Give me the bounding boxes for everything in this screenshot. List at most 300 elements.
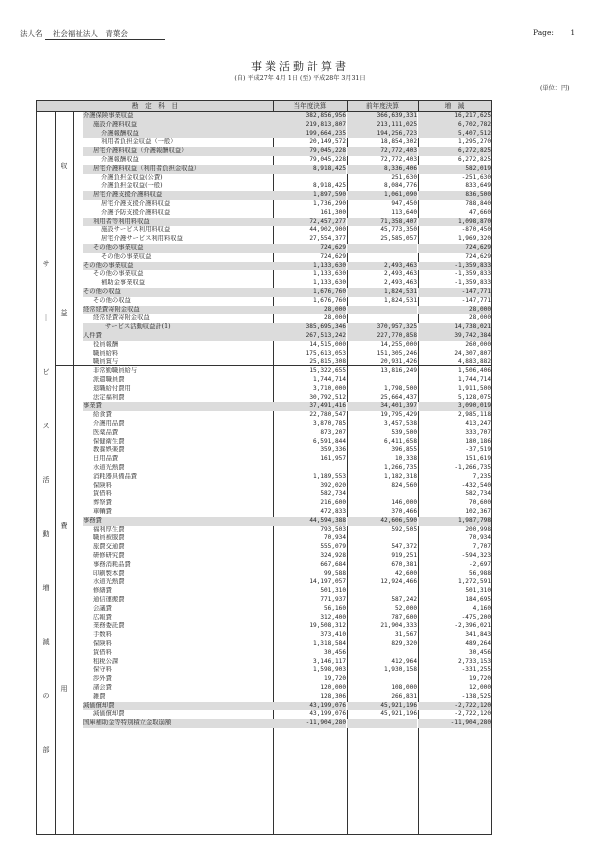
col-header-previous: 前年度決算 [347, 101, 418, 111]
table-row [37, 570, 491, 579]
row-account-name: 雑費 [93, 692, 106, 700]
row-diff-value: 6,272,825 [418, 147, 491, 156]
row-previous-value: 42,600 [394, 569, 417, 577]
row-current-value: 312,400 [320, 613, 346, 621]
row-current-value: 1,133,630 [273, 262, 346, 271]
row-account-name: 居宅介護支援介護料収益 [101, 200, 171, 207]
row-diff-value: 14,738,021 [418, 323, 491, 332]
row-current-value: 501,310 [320, 587, 346, 595]
table-row [37, 376, 491, 385]
row-current-value: 79,045,228 [309, 156, 346, 163]
corporation-header [20, 28, 165, 40]
row-account-name: 介護用品費 [93, 420, 125, 427]
corp-label: 法人名 [20, 29, 43, 38]
row-diff-value: 582,734 [465, 490, 491, 498]
table-row [37, 429, 491, 438]
row-account-name: 会議費 [93, 604, 112, 612]
row-diff-value: 30,456 [468, 648, 491, 656]
vertical-label-char: の [42, 692, 50, 700]
row-previous-value: 52,000 [394, 604, 417, 612]
row-account-name: サービス活動収益計(1) [83, 323, 273, 332]
row-diff-value: 39,742,384 [418, 332, 491, 341]
table-row [37, 552, 491, 561]
row-account-name: 保険料 [93, 481, 112, 489]
row-current-value: 175,613,053 [305, 349, 346, 357]
row-previous-value: 42,606,590 [347, 517, 417, 526]
row-previous-value: 1,930,158 [383, 666, 417, 674]
row-diff-value: -2,396,021 [454, 622, 491, 630]
row-diff-value: 1,272,591 [457, 578, 491, 586]
table-row [37, 209, 491, 218]
row-diff-value: -147,771 [461, 296, 491, 304]
row-diff-value: 28,000 [468, 314, 491, 322]
table-row [37, 631, 491, 640]
row-current-value: 8,918,425 [273, 165, 346, 174]
row-account-name: 修繕費 [93, 587, 112, 595]
row-account-name: 経常経費寄附金収益 [83, 306, 273, 315]
row-current-value: 19,508,312 [309, 622, 346, 630]
table-row [37, 490, 491, 499]
row-account-name: 保健衛生費 [93, 437, 125, 445]
row-diff-value: 489,264 [465, 640, 491, 647]
row-previous-value: 6,411,658 [383, 437, 417, 445]
table-row [37, 622, 491, 631]
row-previous-value: 2,493,463 [347, 262, 417, 271]
row-current-value: 1,744,714 [312, 376, 346, 383]
row-current-value: 30,792,512 [309, 393, 346, 401]
row-current-value: 99,588 [323, 569, 346, 577]
row-current-value: 30,456 [323, 648, 346, 656]
row-account-name: 利用者等利用料収益 [83, 218, 273, 227]
row-previous-value: 14,255,000 [380, 340, 417, 348]
fiscal-period: (自) 平成27年 4月 1日 (至) 平成28年 3月31日 [234, 75, 366, 82]
table-row [37, 438, 491, 447]
row-current-value: 44,594,388 [273, 517, 346, 526]
row-previous-value: 31,567 [394, 631, 417, 639]
row-previous-value: 1,824,531 [347, 288, 417, 297]
row-diff-value: 151,619 [465, 455, 491, 463]
vertical-label-char: 増 [42, 584, 50, 592]
row-previous-value: 34,401,397 [347, 402, 417, 411]
row-account-name: その他の事業収益 [101, 252, 152, 260]
table-row [37, 710, 491, 719]
row-current-value: 79,045,228 [273, 147, 346, 156]
row-diff-value: 413,247 [465, 420, 491, 427]
row-account-name: 減価償却費 [83, 702, 273, 711]
row-previous-value: 251,630 [391, 173, 417, 181]
row-previous-value [347, 490, 417, 499]
row-account-name: 渉外費 [93, 675, 112, 683]
row-current-value: 161,300 [320, 208, 346, 216]
row-current-value: 771,937 [320, 596, 346, 603]
row-previous-value: 13,816,249 [380, 367, 417, 375]
row-account-name: 医薬品費 [93, 428, 119, 436]
row-current-value: 20,149,572 [309, 138, 346, 146]
row-current-value: 385,695,346 [273, 323, 346, 332]
row-account-name: 介護保険事業収益 [83, 112, 273, 121]
table-row [37, 526, 491, 535]
row-account-name: 介護負担金収益(公費) [101, 173, 163, 181]
row-current-value: 14,197,057 [309, 578, 346, 586]
row-account-name: 印刷製本費 [93, 569, 125, 577]
row-previous-value: 113,640 [391, 208, 417, 216]
col-header-current: 当年度決算 [273, 101, 347, 111]
table-row [37, 262, 491, 271]
row-previous-value: 45,773,350 [380, 226, 417, 234]
vertical-label-char: サ [42, 260, 50, 268]
table-row [37, 200, 491, 209]
table-row [37, 350, 491, 359]
row-previous-value: 587,242 [391, 596, 417, 603]
table-row [37, 473, 491, 482]
row-current-value: 3,870,785 [312, 420, 346, 427]
row-current-value: 6,591,844 [312, 437, 346, 445]
row-previous-value: 919,251 [391, 552, 417, 559]
row-previous-value: 20,931,426 [380, 358, 417, 366]
row-account-name: 施設サービス利用料収益 [101, 226, 171, 234]
vertical-label-char: 益 [60, 309, 68, 317]
row-current-value: 1,676,760 [312, 296, 346, 304]
row-previous-value [347, 534, 417, 543]
table-row [37, 543, 491, 552]
table-row [37, 367, 491, 376]
row-current-value: 324,928 [320, 552, 346, 559]
table-row [37, 288, 491, 297]
row-current-value: 44,902,900 [309, 226, 346, 234]
row-previous-value: 370,957,325 [347, 323, 417, 332]
row-account-name: 福利厚生費 [93, 525, 125, 533]
row-account-name: その他の収益 [93, 296, 131, 304]
row-previous-value: 947,450 [391, 200, 417, 207]
row-current-value: 724,629 [320, 252, 346, 260]
table-row [37, 402, 491, 411]
row-diff-value: -2,697 [468, 560, 491, 568]
row-previous-value: 18,854,302 [380, 138, 417, 146]
row-previous-value [347, 306, 417, 315]
row-current-value: 27,554,377 [309, 235, 346, 243]
row-account-name: 手数料 [93, 631, 112, 639]
table-row [37, 332, 491, 341]
row-diff-value: 1,969,320 [457, 235, 491, 243]
row-diff-value: 184,695 [465, 596, 491, 603]
row-diff-value: -331,255 [461, 666, 491, 674]
row-current-value: 1,676,760 [273, 288, 346, 297]
table-row [37, 147, 491, 156]
row-current-value: 267,513,242 [273, 332, 346, 341]
corp-name: 社会福祉法人 青葉会 [45, 28, 165, 40]
table-row [37, 605, 491, 614]
row-diff-value: -251,630 [461, 173, 491, 181]
row-diff-value: -1,359,833 [418, 262, 491, 271]
row-account-name: 事務消耗品費 [93, 560, 131, 568]
table-row [37, 253, 491, 262]
row-diff-value: -475,200 [461, 613, 491, 621]
table-row [37, 640, 491, 649]
row-account-name: 法定福利費 [93, 393, 125, 401]
row-previous-value: 72,772,403 [380, 156, 417, 163]
row-account-name: 減価償却費 [93, 710, 125, 718]
row-current-value: 56,160 [323, 604, 346, 612]
table-row [37, 464, 491, 473]
row-diff-value: 16,217,625 [418, 112, 491, 121]
row-diff-value: -594,323 [461, 552, 491, 559]
row-current-value: 3,146,117 [312, 657, 346, 665]
table-row [37, 138, 491, 147]
row-current-value: 724,629 [273, 244, 346, 253]
row-diff-value: 4,160 [472, 604, 491, 612]
table-row [37, 226, 491, 235]
row-diff-value: 1,295,270 [457, 138, 491, 146]
row-current-value: 28,000 [273, 306, 346, 315]
row-diff-value: 1,987,798 [418, 517, 491, 526]
row-current-value: 392,020 [320, 481, 346, 489]
row-account-name: 介護報酬収益 [83, 130, 273, 139]
row-current-value: 128,306 [320, 692, 346, 700]
row-current-value: 28,000 [323, 314, 346, 322]
row-current-value: 43,199,076 [309, 710, 346, 718]
row-diff-value: 333,707 [465, 428, 491, 436]
row-account-name: 教養娯楽費 [93, 446, 125, 454]
table-row [37, 411, 491, 420]
vertical-label-char: ス [42, 422, 50, 430]
table-row [37, 596, 491, 605]
row-previous-value: 8,084,776 [383, 182, 417, 190]
vertical-label-char: 動 [42, 530, 50, 538]
table-row [37, 614, 491, 623]
row-previous-value: 45,921,196 [380, 710, 417, 718]
table-row [37, 675, 491, 684]
row-diff-value: 724,629 [465, 252, 491, 260]
table-row [37, 719, 491, 728]
row-account-name: 水道光熱費 [93, 578, 125, 586]
table-row [37, 684, 491, 693]
row-account-name: 施設介護料収益 [83, 121, 273, 130]
row-diff-value: 833,649 [465, 182, 491, 190]
row-account-name: 役員報酬 [93, 340, 119, 348]
row-previous-value: 787,600 [391, 613, 417, 621]
row-account-name: 賃借料 [93, 490, 112, 498]
row-previous-value [347, 314, 417, 323]
row-current-value [273, 174, 346, 183]
row-diff-value: -432,540 [461, 481, 491, 489]
row-previous-value: 547,372 [391, 543, 417, 551]
vertical-label-char: 費 [60, 522, 68, 530]
row-diff-value: 19,720 [468, 675, 491, 683]
row-account-name: 日用品費 [93, 455, 119, 463]
row-current-value: 793,503 [320, 525, 346, 533]
row-diff-value: -1,359,833 [454, 270, 491, 278]
row-current-value: 120,000 [320, 684, 346, 691]
statement-table [36, 100, 492, 835]
row-diff-value: 24,307,807 [454, 349, 491, 357]
row-account-name: 居宅介護料収益（介護報酬収益） [83, 147, 273, 156]
vertical-label-char: 活 [42, 476, 50, 484]
row-previous-value: 366,639,331 [347, 112, 417, 121]
table-row [37, 587, 491, 596]
row-previous-value: 266,831 [391, 692, 417, 700]
row-diff-value: -147,771 [418, 288, 491, 297]
row-current-value: 199,664,235 [273, 130, 346, 139]
table-row [37, 244, 491, 253]
table-row [37, 130, 491, 139]
row-diff-value: 47,660 [468, 208, 491, 216]
table-row [37, 666, 491, 675]
row-account-name: 通信運搬費 [93, 596, 125, 603]
row-account-name: 居宅介護料収益（利用者負担金収益） [83, 165, 273, 174]
row-current-value: 359,336 [320, 446, 346, 454]
row-account-name: 事務費 [83, 517, 273, 526]
document-title: 事業活動計算書 [251, 60, 349, 73]
table-row [37, 191, 491, 200]
row-account-name: 車輌費 [93, 508, 112, 515]
row-diff-value: 5,407,512 [418, 130, 491, 139]
unit-note: (単位：円) [540, 85, 570, 92]
row-diff-value: 70,934 [468, 534, 491, 542]
row-diff-value: 3,090,019 [418, 402, 491, 411]
table-row [37, 174, 491, 183]
row-account-name: 賃借料 [93, 648, 112, 656]
row-account-name: 旅費交通費 [93, 543, 125, 551]
row-current-value: 70,934 [323, 534, 346, 542]
row-account-name: 派遣職員費 [93, 376, 125, 383]
row-previous-value: 151,305,246 [376, 349, 417, 357]
row-previous-value: 1,061,090 [347, 191, 417, 200]
row-diff-value: -2,722,120 [454, 710, 491, 718]
table-row [37, 534, 491, 543]
vertical-label-char: 収 [60, 162, 68, 170]
row-account-name: 職員給料 [93, 349, 119, 357]
table-row [37, 270, 491, 279]
row-account-name: 非常勤職員給与 [93, 367, 138, 375]
row-account-name: 職員被服費 [93, 534, 125, 542]
table-row [37, 446, 491, 455]
row-previous-value: 1,798,500 [383, 384, 417, 392]
row-previous-value [347, 587, 417, 596]
row-previous-value: 10,338 [394, 455, 417, 463]
table-row [37, 306, 491, 315]
table-row [37, 182, 491, 191]
table-row [37, 112, 491, 121]
row-diff-value: 28,000 [418, 306, 491, 315]
row-previous-value: 194,256,723 [347, 130, 417, 139]
row-account-name: 国庫補助金等特別積立金取崩額 [83, 719, 273, 728]
row-previous-value: 2,493,463 [383, 270, 417, 278]
row-diff-value: 341,843 [465, 631, 491, 639]
row-account-name: 水道光熱費 [93, 464, 125, 471]
row-current-value: 22,780,547 [309, 411, 346, 419]
row-diff-value: 501,310 [465, 587, 491, 595]
row-account-name: 諸会費 [93, 684, 112, 691]
table-row [37, 297, 491, 306]
vertical-label-char: ビ [42, 368, 50, 376]
row-previous-value: 21,904,333 [380, 622, 417, 630]
row-account-name: 補助金事業収益 [101, 279, 146, 287]
table-row [37, 482, 491, 491]
table-row [37, 499, 491, 508]
table-row [37, 218, 491, 227]
col-header-diff: 増 減 [418, 101, 491, 111]
table-row [37, 341, 491, 350]
row-previous-value: 45,921,196 [347, 702, 417, 711]
row-diff-value: -37,519 [465, 446, 491, 454]
row-account-name: その他の収益 [83, 288, 273, 297]
row-previous-value: 1,182,318 [383, 472, 417, 480]
row-account-name: 介護負担金収益(一般) [101, 182, 163, 190]
row-current-value: 219,813,807 [273, 121, 346, 130]
row-previous-value: 539,500 [391, 428, 417, 436]
row-previous-value: 412,964 [391, 657, 417, 665]
row-current-value: 667,684 [320, 560, 346, 568]
row-account-name: 退職給付費用 [93, 384, 131, 392]
row-current-value: 1,897,590 [273, 191, 346, 200]
row-account-name: 研修研究費 [93, 552, 125, 559]
row-previous-value: 108,000 [391, 684, 417, 691]
row-diff-value: -1,266,735 [454, 464, 491, 471]
row-current-value: 216,600 [320, 499, 346, 507]
table-row [37, 394, 491, 403]
row-previous-value: 71,358,407 [347, 218, 417, 227]
row-diff-value: 2,733,153 [457, 657, 491, 665]
table-row [37, 578, 491, 587]
row-account-name: 租税公課 [93, 657, 119, 665]
row-diff-value: -1,359,833 [454, 279, 491, 287]
row-diff-value: 2,985,118 [457, 411, 491, 419]
row-diff-value: 200,998 [465, 525, 491, 533]
row-previous-value: 829,320 [391, 640, 417, 647]
vertical-label-char: 用 [60, 685, 68, 693]
row-current-value: 873,207 [320, 428, 346, 436]
row-current-value: 555,079 [320, 543, 346, 551]
row-current-value: 1,189,553 [312, 472, 346, 480]
row-current-value: 37,491,416 [273, 402, 346, 411]
row-account-name: その他の事業収益 [83, 244, 273, 253]
row-previous-value: 213,111,025 [347, 121, 417, 130]
table-row [37, 649, 491, 658]
row-previous-value [347, 376, 417, 385]
page-label: Page: [533, 28, 554, 37]
row-diff-value: 7,707 [472, 543, 491, 551]
row-account-name: 職員賞与 [93, 358, 119, 366]
table-row [37, 358, 491, 367]
row-previous-value: 12,924,466 [380, 578, 417, 586]
row-account-name: 広報費 [93, 613, 112, 621]
page-number: 1 [570, 28, 576, 37]
row-current-value: 382,856,956 [273, 112, 346, 121]
table-row [37, 702, 491, 711]
table-row [37, 385, 491, 394]
row-previous-value: 8,336,406 [347, 165, 417, 174]
row-current-value: 161,957 [320, 455, 346, 463]
row-diff-value: 180,186 [465, 437, 491, 445]
row-diff-value: 5,128,075 [457, 393, 491, 401]
vertical-label-char: 部 [42, 746, 50, 754]
row-current-value: 3,710,000 [312, 384, 346, 392]
row-previous-value: 370,466 [391, 508, 417, 515]
row-diff-value: 102,367 [465, 508, 491, 515]
row-account-name: 介護予防支援介護料収益 [101, 208, 171, 216]
row-account-name: 利用者負担金収益（一般） [101, 138, 177, 146]
table-row [37, 561, 491, 570]
row-diff-value: 582,019 [418, 165, 491, 174]
row-diff-value: 56,988 [468, 569, 491, 577]
row-diff-value: 724,629 [418, 244, 491, 253]
row-previous-value: 670,381 [391, 560, 417, 568]
row-diff-value: 836,500 [418, 191, 491, 200]
row-current-value: 1,736,290 [312, 200, 346, 207]
row-account-name: その他の事業収益 [83, 262, 273, 271]
row-account-name: 保険料 [93, 640, 112, 647]
row-current-value: 8,918,425 [312, 182, 346, 190]
